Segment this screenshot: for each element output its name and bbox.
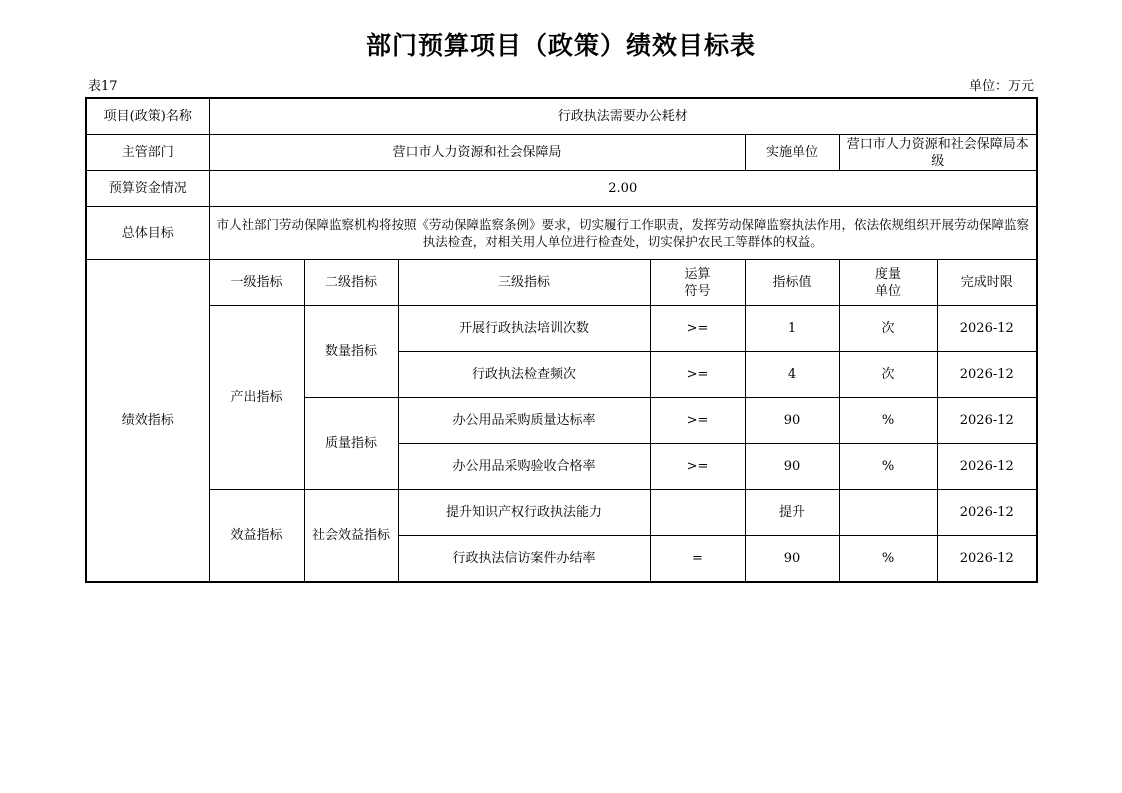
project-name-label: 项目(政策)名称 [86, 98, 209, 135]
indicator-header-row [86, 260, 1037, 306]
indicator-operator: >= [650, 352, 745, 398]
indicator-name: 行政执法检查频次 [398, 352, 650, 398]
header-unit: 度量 单位 [839, 260, 937, 306]
goal-label: 总体目标 [86, 207, 209, 260]
table-number: 表17 [88, 79, 118, 94]
dept-value: 营口市人力资源和社会保障局 [209, 135, 745, 171]
project-name-value: 行政执法需要办公耗材 [209, 98, 1037, 135]
indicator-value: 90 [745, 444, 839, 490]
table-row [86, 490, 1037, 536]
indicator-unit: % [839, 444, 937, 490]
project-name-row [86, 98, 1037, 135]
indicator-operator: >= [650, 398, 745, 444]
indicator-name: 行政执法信访案件办结率 [398, 536, 650, 582]
header-deadline: 完成时限 [937, 260, 1037, 306]
indicator-value: 提升 [745, 490, 839, 536]
header-level1: 一级指标 [209, 260, 304, 306]
indicator-name: 开展行政执法培训次数 [398, 306, 650, 352]
header-operator: 运算 符号 [650, 260, 745, 306]
indicator-name: 提升知识产权行政执法能力 [398, 490, 650, 536]
indicator-unit: 次 [839, 306, 937, 352]
impl-label: 实施单位 [745, 135, 839, 171]
indicator-deadline: 2026-12 [937, 398, 1037, 444]
indicator-value: 90 [745, 398, 839, 444]
unit-label: 单位：万元 [968, 79, 1034, 94]
page-title: 部门预算项目（政策）绩效目标表 [365, 31, 756, 60]
indicator-deadline: 2026-12 [937, 352, 1037, 398]
goal-row [86, 207, 1037, 260]
header-level3: 三级指标 [398, 260, 650, 306]
indicator-operator [650, 490, 745, 536]
indicator-name: 办公用品采购质量达标率 [398, 398, 650, 444]
indicator-unit [839, 490, 937, 536]
level2-social-benefit: 社会效益指标 [304, 490, 398, 582]
indicator-name: 办公用品采购验收合格率 [398, 444, 650, 490]
department-row [86, 135, 1037, 171]
level2-quality: 质量指标 [304, 398, 398, 490]
indicator-unit: % [839, 536, 937, 582]
budget-value: 2.00 [209, 171, 1037, 207]
table-row [86, 306, 1037, 352]
level2-quantity: 数量指标 [304, 306, 398, 398]
level1-benefit: 效益指标 [209, 490, 304, 582]
performance-table [85, 97, 1038, 583]
indicator-value: 90 [745, 536, 839, 582]
indicator-operator: >= [650, 444, 745, 490]
indicator-deadline: 2026-12 [937, 444, 1037, 490]
header-level2: 二级指标 [304, 260, 398, 306]
indicator-value: 1 [745, 306, 839, 352]
indicator-unit: 次 [839, 352, 937, 398]
indicator-deadline: 2026-12 [937, 306, 1037, 352]
indicator-deadline: 2026-12 [937, 490, 1037, 536]
indicator-operator: >= [650, 306, 745, 352]
dept-label: 主管部门 [86, 135, 209, 171]
indicator-section-label: 绩效指标 [86, 260, 209, 582]
level1-output: 产出指标 [209, 306, 304, 490]
indicator-unit: % [839, 398, 937, 444]
indicator-deadline: 2026-12 [937, 536, 1037, 582]
indicator-value: 4 [745, 352, 839, 398]
indicator-operator: = [650, 536, 745, 582]
impl-value: 营口市人力资源和社会保障局本级 [839, 135, 1037, 171]
budget-row [86, 171, 1037, 207]
budget-label: 预算资金情况 [86, 171, 209, 207]
header-value: 指标值 [745, 260, 839, 306]
goal-text: 市人社部门劳动保障监察机构将按照《劳动保障监察条例》要求，切实履行工作职责，发挥劳动保障监察执法作用，依法依规组织开展劳动保障监察执法检查，对相关用人单位进行检查处，切实保护农民工等群体的权益。 [209, 207, 1037, 260]
